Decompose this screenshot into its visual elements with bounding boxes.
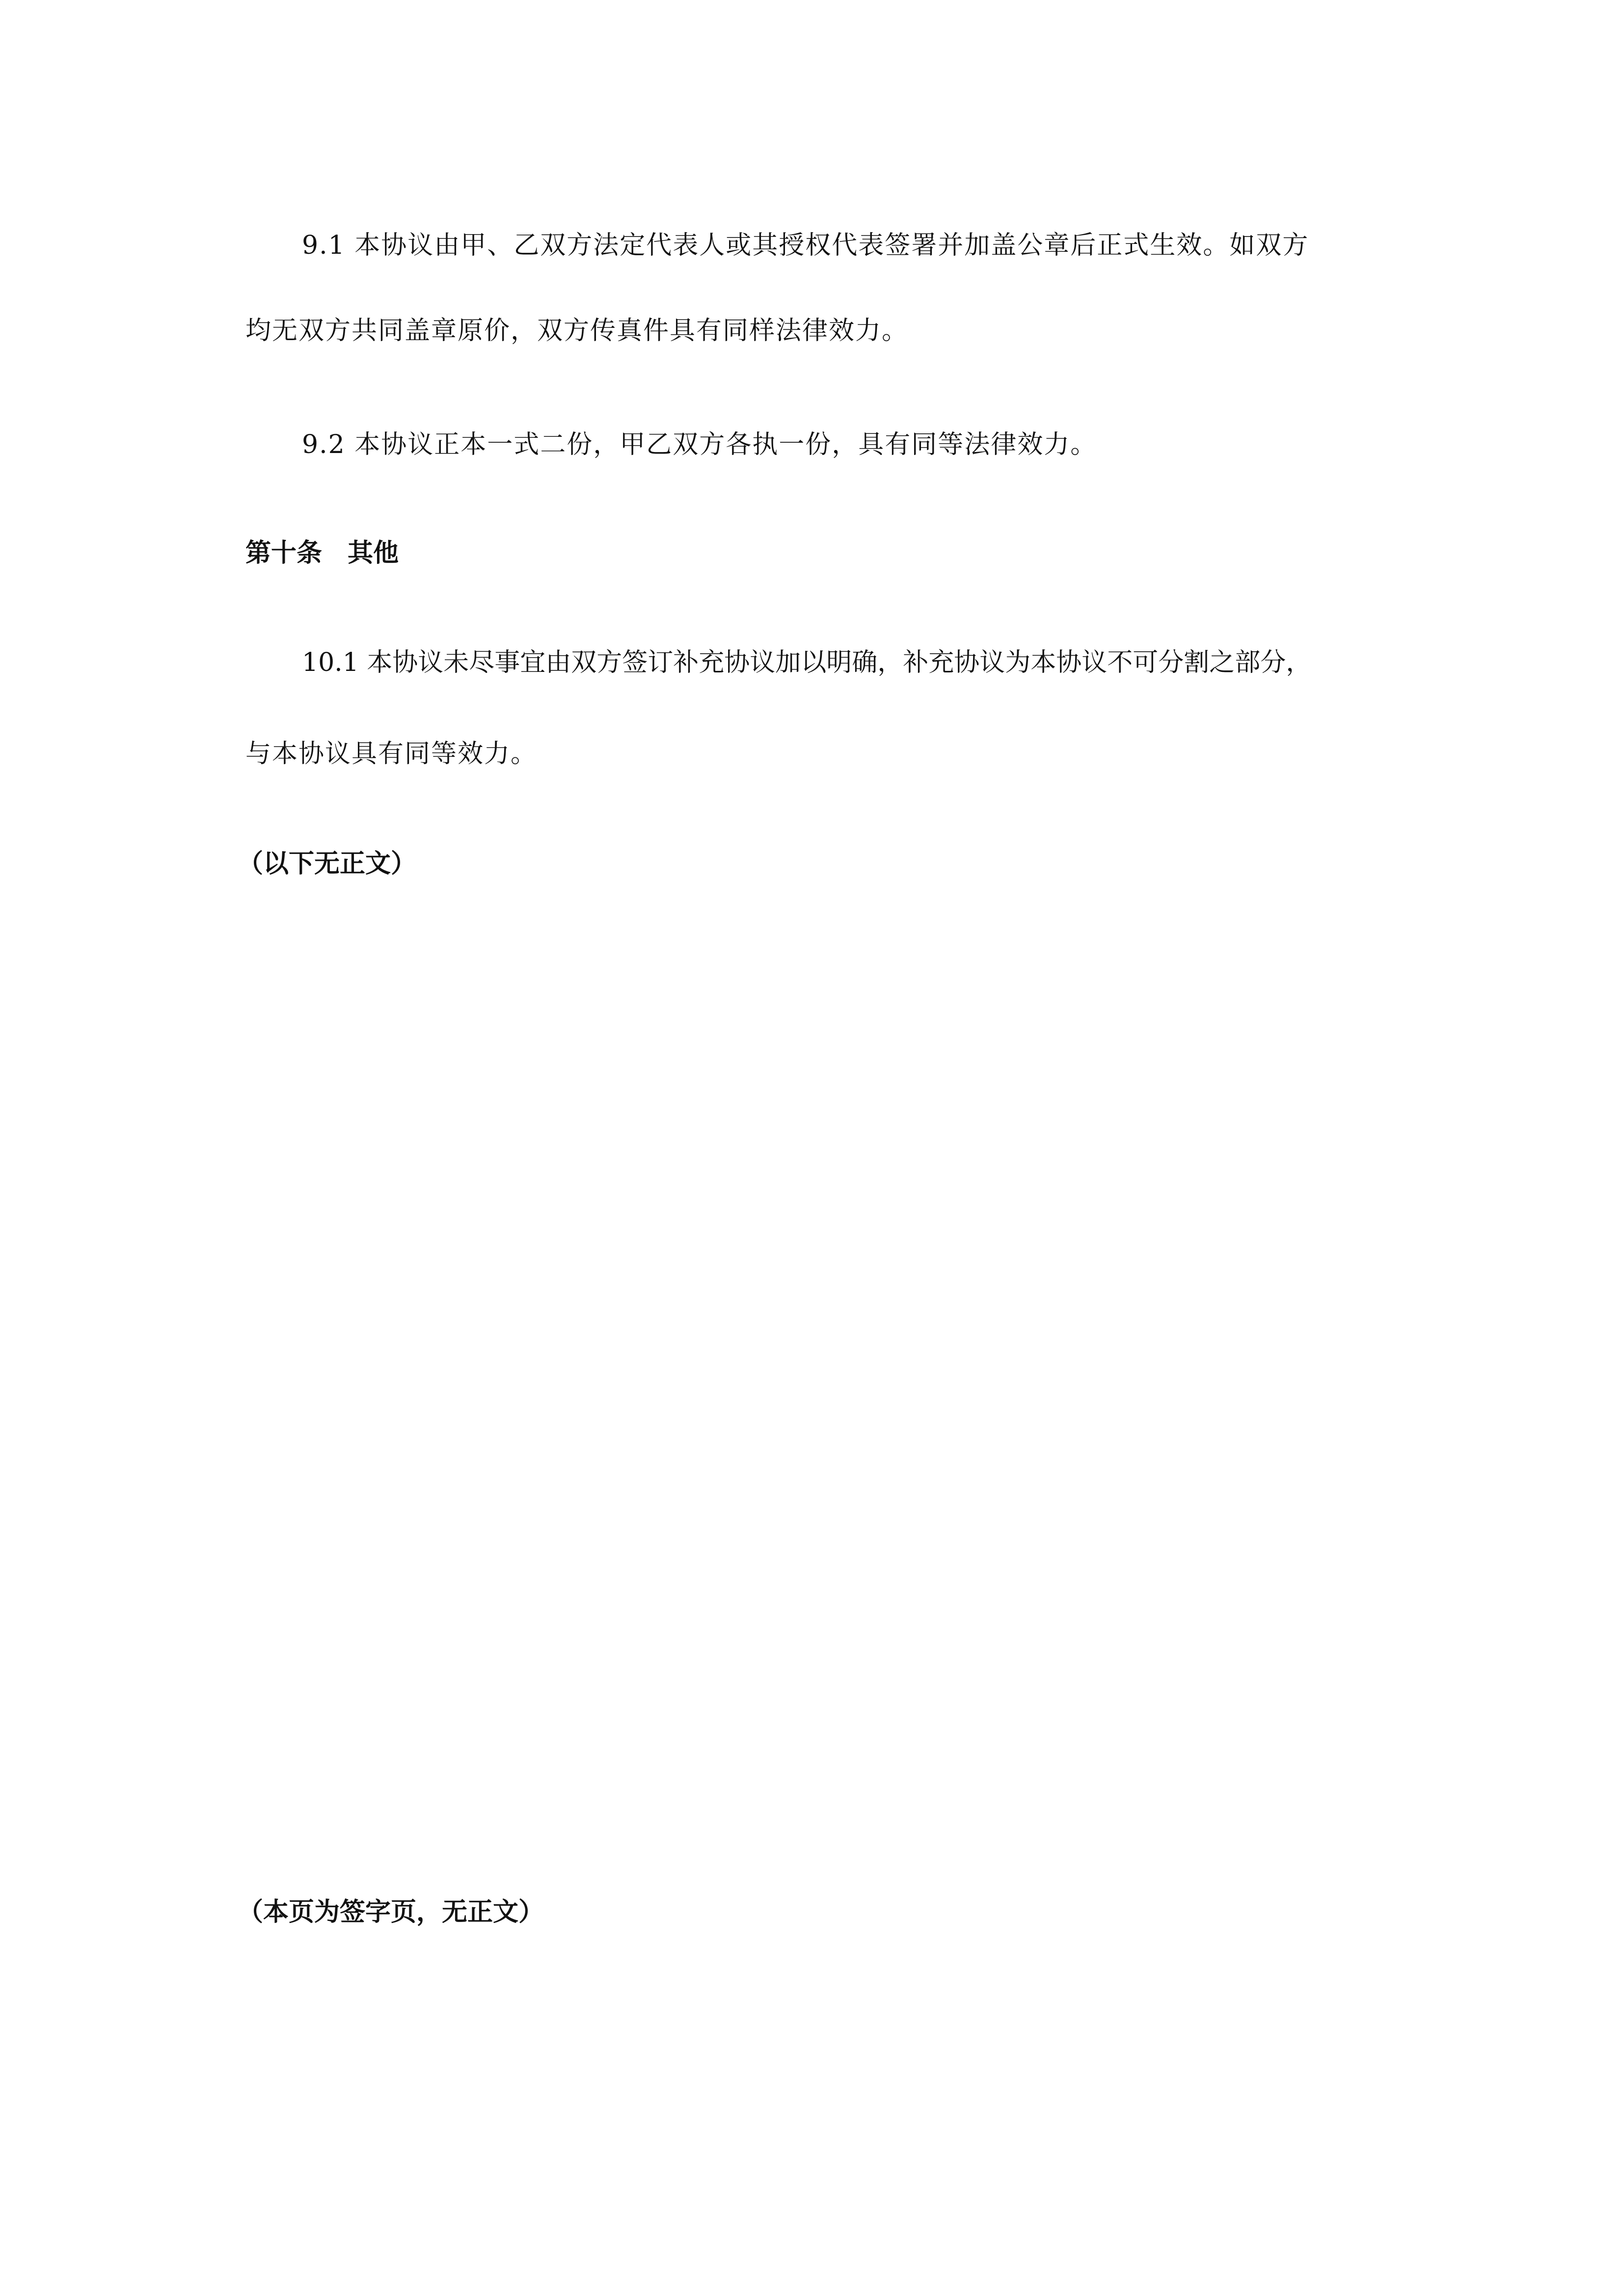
article-10-heading [245,537,399,569]
article-10-number: 第十条 [245,538,323,568]
signature-page-note: （本页为签字页，无正文） [238,1897,544,1927]
clause-9-1-line-2: 均无双方共同盖章原价，双方传真件具有同样法律效力。 [245,316,909,346]
clause-9-2: 9.2 本协议正本一式二份，甲乙双方各执一份，具有同等法律效力。 [302,430,1097,459]
clause-9-1-line-1: 9.1 本协议由甲、乙双方法定代表人或其授权代表签署并加盖公章后正式生效。如双方 [302,231,1309,260]
article-10-title: 其他 [348,538,399,568]
no-body-note: （以下无正文） [238,849,417,879]
clause-10-1-line-1: 10.1 本协议未尽事宜由双方签订补充协议加以明确，补充协议为本协议不可分割之部分， [302,648,1312,677]
clause-10-1-line-2: 与本协议具有同等效力。 [245,739,538,769]
